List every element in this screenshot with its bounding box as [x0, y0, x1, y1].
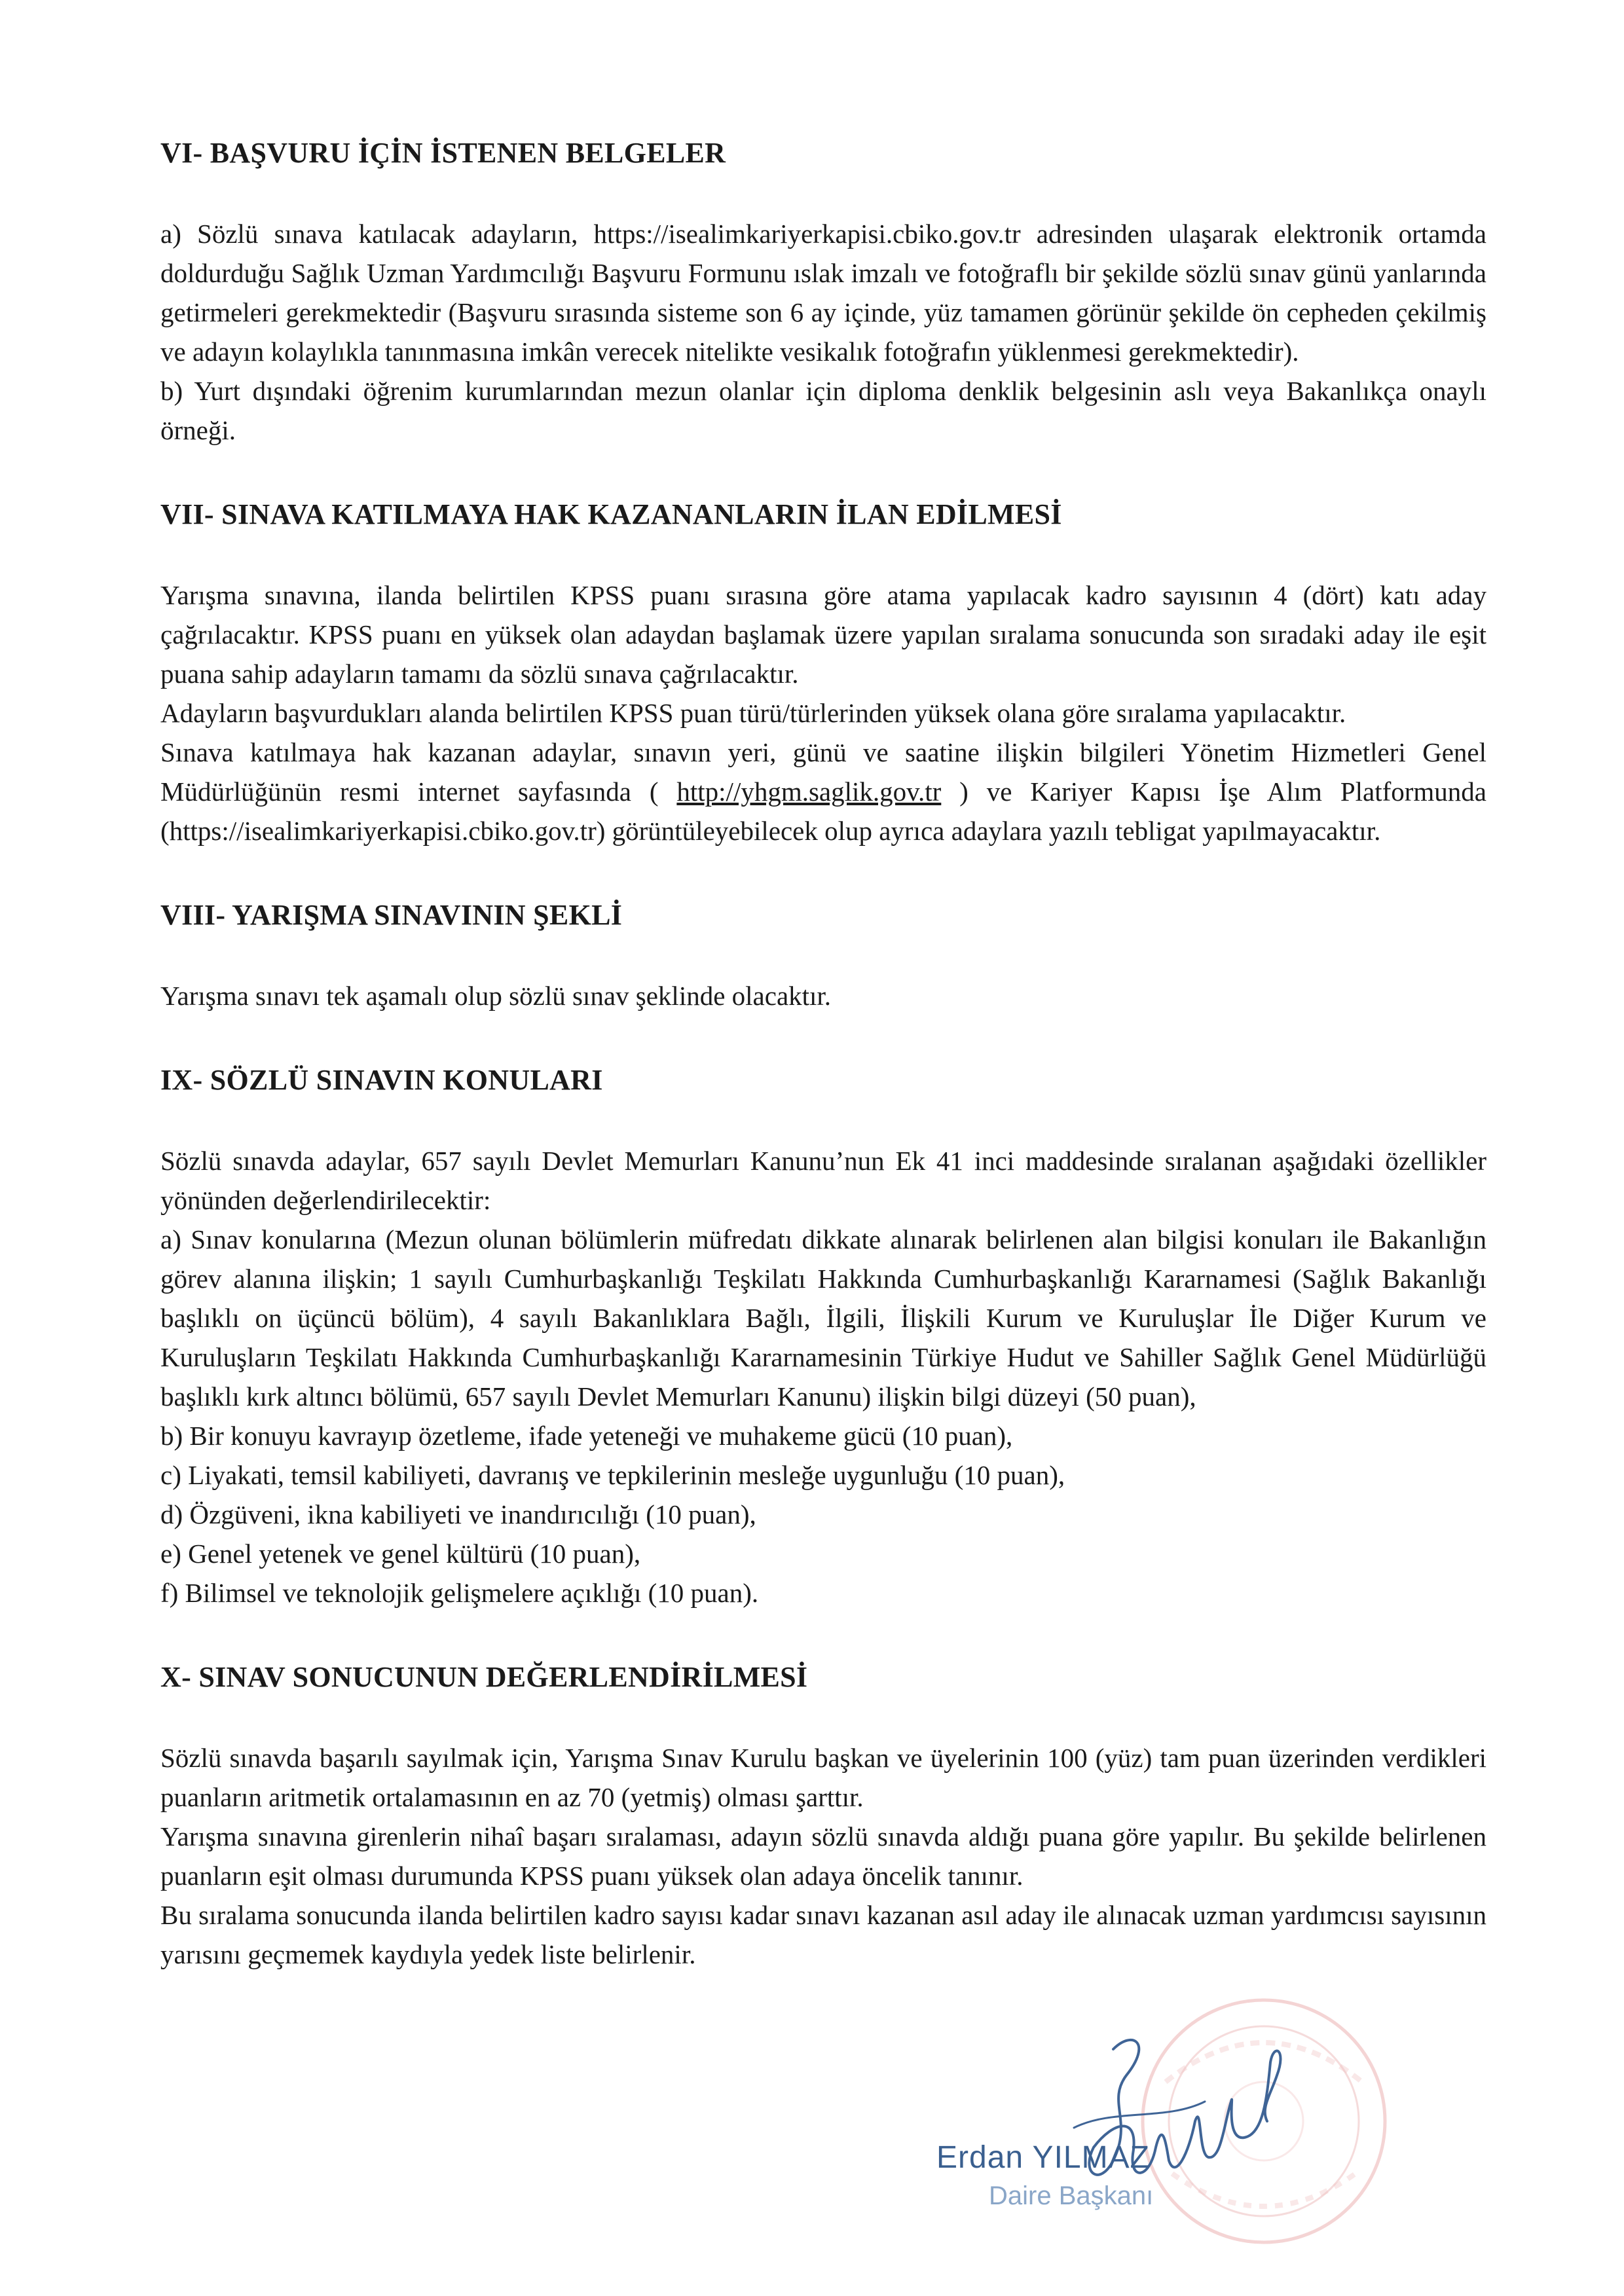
- paragraph: Adayların başvurdukları alanda belirtilen KPSS puan türü/türlerinden yüksek olana göre sıralama yapılacaktır.: [160, 698, 1346, 728]
- list-item: b) Bir konuyu kavrayıp özetleme, ifade yeteneği ve muhakeme gücü (10 puan),: [160, 1421, 1013, 1451]
- paragraph: Yarışma sınavına, ilanda belirtilen KPSS puanı sırasına göre atama yapılacak kadro sayısının 4 (dört) katı aday çağrılacaktır. KPSS puanı en yüksek olan adaydan başlamak üzere yapılan sıralama sonucunda son sıradaki aday ile eşit puana sahip adayların tamamı da sözlü sınava çağrılacaktır.: [160, 580, 1486, 689]
- section-ix: [160, 1061, 1486, 1613]
- link-paragraph-before: Sınava katılmaya hak kazanan adaylar, sınavın yeri, günü ve saatine ilişkin bilgileri Yönetim Hizmetleri Genel Müdürlüğünün resmi internet sayfasında (: [160, 737, 1486, 807]
- section-x: [160, 1658, 1486, 1974]
- section-vi: [160, 134, 1486, 450]
- list-item: c) Liyakati, temsil kabiliyeti, davranış ve tepkilerinin mesleğe uygunluğu (10 puan),: [160, 1460, 1065, 1490]
- yhgm-website-link[interactable]: http://yhgm.saglik.gov.tr: [676, 776, 942, 807]
- list-item: a) Sınav konularına (Mezun olunan bölümlerin müfredatı dikkate alınarak belirlenen alan bilgisi konuları ile Bakanlığın görev alanına ilişkin; 1 sayılı Cumhurbaşkanlığı Teşkilatı Hakkında Cumhurbaşkanlığı Kararnamesi (Sağlık Bakanlığı başlıklı on üçüncü bölüm), 4 sayılı Bakanlıklara Bağlı, İlgili, İlişkili Kurum ve Kuruluşlar İle Diğer Kurum ve Kuruluşların Teşkilatı Hakkında Cumhurbaşkanlığı Kararnamesinin Türkiye Hudut ve Sahiller Sağlık Genel Müdürlüğü başlıklı kırk altıncı bölümü, 657 sayılı Devlet Memurları Kanunu) ilişkin bilgi düzeyi (50 puan),: [160, 1224, 1486, 1412]
- paragraph: Sözlü sınavda başarılı sayılmak için, Yarışma Sınav Kurulu başkan ve üyelerinin 100 (yüz) tam puan üzerinden verdikleri puanların aritmetik ortalamasının en az 70 (yetmiş) olması şarttır.: [160, 1743, 1486, 1812]
- section-heading: VI- BAŞVURU İÇİN İSTENEN BELGELER: [160, 137, 726, 169]
- paragraph: Bu sıralama sonucunda ilanda belirtilen kadro sayısı kadar sınavı kazanan asıl aday ile alınacak uzman yardımcısı sayısının yarısını geçmemek kaydıyla yedek liste belirlenir.: [160, 1900, 1486, 1969]
- section-heading: X- SINAV SONUCUNUN DEĞERLENDİRİLMESİ: [160, 1661, 808, 1693]
- signature-block: [936, 2121, 1434, 2291]
- paragraph: Yarışma sınavı tek aşamalı olup sözlü sınav şeklinde olacaktır.: [160, 981, 832, 1011]
- link-paragraph-after: ) ve Kariyer Kapısı İşe Alım Platformunda (https://isealimkariyerkapisi.cbiko.gov.tr) görüntüleyebilecek olup ayrıca adaylara yazılı tebligat yapılmayacaktır.: [160, 776, 1486, 846]
- paragraph: Sözlü sınavda adaylar, 657 sayılı Devlet Memurları Kanunu’nun Ek 41 inci maddesinde sıralanan aşağıdaki özellikler yönünden değerlendirilecektir:: [160, 1146, 1486, 1215]
- section-heading: VII- SINAVA KATILMAYA HAK KAZANANLARIN İLAN EDİLMESİ: [160, 498, 1062, 530]
- paragraph: Yarışma sınavına girenlerin nihaî başarı sıralaması, adayın sözlü sınavda aldığı puana göre yapılır. Bu şekilde belirlenen puanların eşit olması durumunda KPSS puanı yüksek olan adaya öncelik tanınır.: [160, 1821, 1486, 1891]
- signatory-title: Daire Başkanı: [989, 2181, 1154, 2210]
- paragraph: a) Sözlü sınava katılacak adayların, https://isealimkariyerkapisi.cbiko.gov.tr adresinden ulaşarak elektronik ortamda doldurduğu Sağlık Uzman Yardımcılığı Başvuru Formunu ıslak imzalı ve fotoğraflı bir şekilde sözlü sınav günü yanlarında getirmeleri gerekmektedir (Başvuru sırasında sisteme son 6 ay içinde, yüz tamamen görünür şekilde ön cepheden çekilmiş ve adayın kolaylıkla tanınmasına imkân verecek nitelikte vesikalık fotoğrafın yüklenmesi gerekmektedir).: [160, 219, 1486, 367]
- section-viii: [160, 896, 1486, 1015]
- document-page: [160, 134, 1486, 2020]
- paragraph-with-link: [160, 733, 1486, 850]
- paragraph: b) Yurt dışındaki öğrenim kurumlarından mezun olanlar için diploma denklik belgesinin aslı veya Bakanlıkça onaylı örneği.: [160, 376, 1486, 445]
- list-item: f) Bilimsel ve teknolojik gelişmelere açıklığı (10 puan).: [160, 1578, 759, 1608]
- section-heading: VIII- YARIŞMA SINAVININ ŞEKLİ: [160, 899, 623, 931]
- list-item: e) Genel yetenek ve genel kültürü (10 puan),: [160, 1539, 641, 1569]
- section-heading: IX- SÖZLÜ SINAVIN KONULARI: [160, 1064, 603, 1096]
- section-vii: [160, 496, 1486, 850]
- signatory-name: Erdan YILMAZ: [936, 2140, 1150, 2175]
- list-item: d) Özgüveni, ikna kabiliyeti ve inandırıcılığı (10 puan),: [160, 1499, 756, 1529]
